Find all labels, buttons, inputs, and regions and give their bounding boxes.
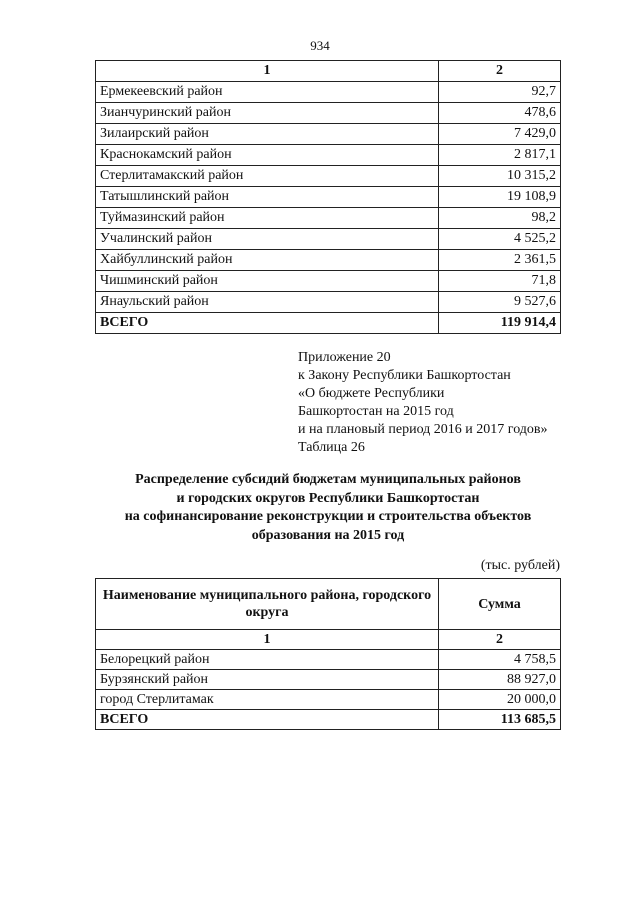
- header-amount: Сумма: [439, 579, 561, 630]
- appendix-line: к Закону Республики Башкортостан: [298, 368, 511, 383]
- subsidy-amount: 2 817,1: [439, 145, 561, 166]
- subsidy-amount: 2 361,5: [439, 250, 561, 271]
- district-name: Ермекеевский район: [96, 82, 439, 103]
- subsidy-amount: 10 315,2: [439, 166, 561, 187]
- subsidy-amount: 71,8: [439, 271, 561, 292]
- column-number-2: 2: [439, 61, 561, 82]
- table-row: [96, 187, 561, 208]
- table-row: [96, 103, 561, 124]
- column-number-row: [96, 630, 561, 650]
- table-row: [96, 690, 561, 710]
- subsidy-amount: 20 000,0: [439, 690, 561, 710]
- page-number: 934: [310, 38, 330, 53]
- table-row: [96, 670, 561, 690]
- column-number-1: 1: [96, 61, 439, 82]
- table-row: [96, 124, 561, 145]
- district-name: Зианчуринский район: [96, 103, 439, 124]
- table-row: [96, 250, 561, 271]
- header-row: [96, 579, 561, 630]
- column-number-2: 2: [439, 630, 561, 650]
- total-amount: 113 685,5: [439, 710, 561, 730]
- title-line: на софинансирование реконструкции и строительства объектов: [124, 509, 532, 524]
- table-row: [96, 292, 561, 313]
- header-district: Наименование муниципального района, городского округа: [96, 579, 439, 630]
- appendix-line: Приложение 20: [298, 350, 391, 365]
- appendix-line: Таблица 26: [298, 440, 365, 455]
- district-name: Краснокамский район: [96, 145, 439, 166]
- district-name: Туймазинский район: [96, 208, 439, 229]
- subsidy-amount: 92,7: [439, 82, 561, 103]
- table-row: [96, 82, 561, 103]
- district-name: Татышлинский район: [96, 187, 439, 208]
- subsidy-amount: 98,2: [439, 208, 561, 229]
- unit-label: (тыс. рублей): [480, 558, 560, 573]
- column-number-row: [96, 61, 561, 82]
- subsidy-amount: 88 927,0: [439, 670, 561, 690]
- title-line: Распределение субсидий бюджетам муниципальных районов: [135, 472, 521, 487]
- district-name: Белорецкий район: [96, 650, 439, 670]
- subsidy-table-continued: [95, 60, 561, 334]
- total-label: ВСЕГО: [96, 313, 439, 334]
- subsidy-amount: 478,6: [439, 103, 561, 124]
- district-name: Бурзянский район: [96, 670, 439, 690]
- district-name: Янаульский район: [96, 292, 439, 313]
- table-title: [0, 471, 640, 545]
- subsidy-amount: 19 108,9: [439, 187, 561, 208]
- title-line: и городских округов Республики Башкортостан: [176, 490, 480, 506]
- total-row: [96, 313, 561, 334]
- table-row: [96, 166, 561, 187]
- title-line: образования на 2015 год: [251, 527, 405, 543]
- appendix-line: Башкортостан на 2015 год: [298, 404, 454, 419]
- column-number-1: 1: [96, 630, 439, 650]
- total-row: [96, 710, 561, 730]
- subsidy-table-education: [95, 578, 561, 730]
- total-label: ВСЕГО: [96, 710, 439, 730]
- table-row: [96, 208, 561, 229]
- subsidy-amount: 4 525,2: [439, 229, 561, 250]
- district-name: Хайбуллинский район: [96, 250, 439, 271]
- table-row: [96, 229, 561, 250]
- table-row: [96, 145, 561, 166]
- subsidy-amount: 7 429,0: [439, 124, 561, 145]
- district-name: Стерлитамакский район: [96, 166, 439, 187]
- district-name: Зилаирский район: [96, 124, 439, 145]
- district-name: город Стерлитамак: [96, 690, 439, 710]
- appendix-line: «О бюджете Республики: [298, 386, 445, 401]
- table-row: [96, 650, 561, 670]
- subsidy-amount: 4 758,5: [439, 650, 561, 670]
- district-name: Учалинский район: [96, 229, 439, 250]
- total-amount: 119 914,4: [439, 313, 561, 334]
- appendix-header: [298, 349, 548, 457]
- district-name: Чишминский район: [96, 271, 439, 292]
- appendix-line: и на плановый период 2016 и 2017 годов»: [298, 422, 548, 437]
- subsidy-amount: 9 527,6: [439, 292, 561, 313]
- table-row: [96, 271, 561, 292]
